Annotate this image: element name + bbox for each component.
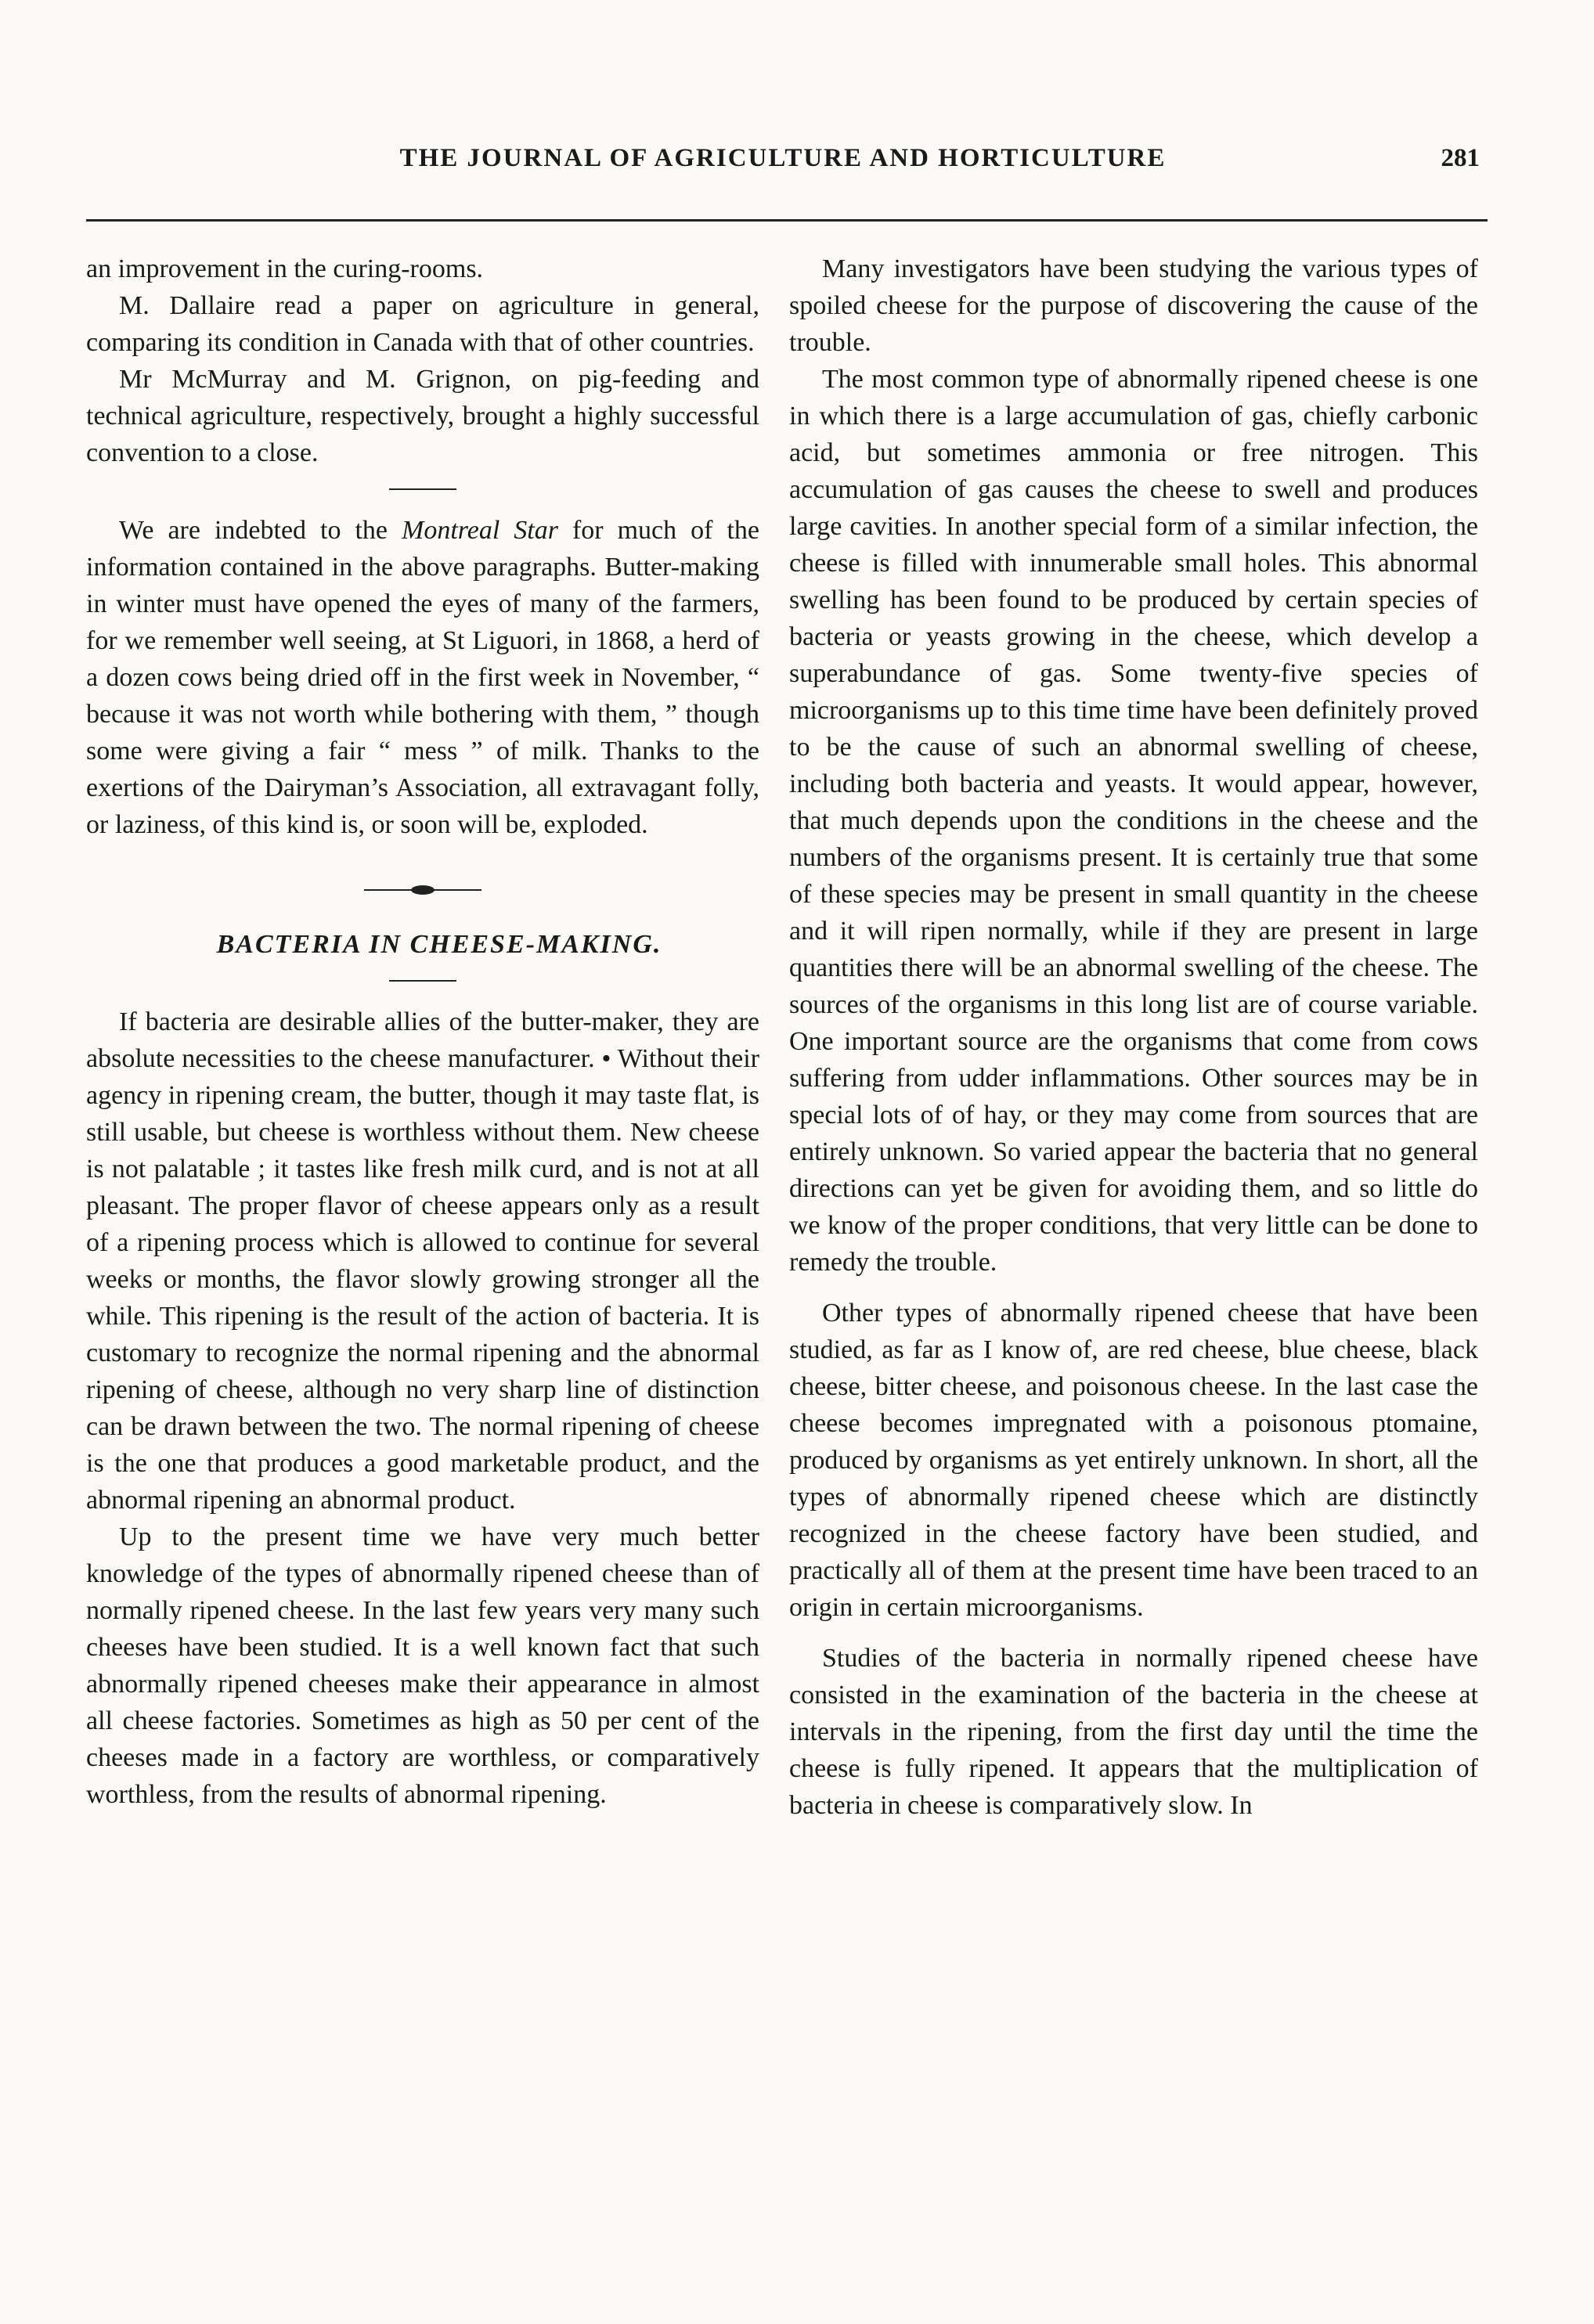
ornament-diamond — [411, 885, 435, 895]
paragraph: M. Dallaire read a paper on agriculture in general, comparing its condition in Canada with that of other countries. — [86, 291, 759, 357]
page-number: 281 — [1441, 144, 1480, 172]
paragraph — [86, 512, 759, 843]
header-rule — [86, 219, 1488, 222]
paragraph: Studies of the bacteria in normally ripened cheese have consisted in the examination of the bacteria in the cheese at intervals in the ripening, from the first day until the time the cheese is fully ripened. It appears that the multiplication of bacteria in cheese is comparatively slow. In — [789, 1644, 1478, 1820]
paragraph: an improvement in the curing-rooms. — [86, 254, 484, 283]
left-column — [86, 250, 759, 1813]
paragraph: If bacteria are desirable allies of the butter-maker, they are absolute necessities to the cheese manufacturer. • Without their agency in ripening cream, the butter, though it may taste flat, is still usable, but cheese is worthless without them. New cheese is not palatable ; it tastes like fresh milk curd, and is not at all pleasant. The proper flavor of cheese appears only as a result of a ripening process which is allowed to continue for several weeks or months, the flavor slowly growing stronger all the while. This ripening is the result of the action of bacteria. It is customary to recognize the normal ripening and the abnormal ripening of cheese, although no very sharp line of distinction can be drawn between the two. The normal ripening of cheese is the one that produces a good marketable product, and the abnormal ripening an abnormal product. — [86, 1007, 759, 1515]
paragraph: Other types of abnormally ripened cheese that have been studied, as far as I know of, are red cheese, blue cheese, black cheese, bitter cheese, and poisonous cheese. In the last case the cheese becomes impregnated with a poisonous ptomaine, produced by organisms as yet entirely unknown. In short, all the types of abnormally ripened cheese which are distinctly recognized in the cheese factory have been studied, and practically all of them at the present time have been traced to an origin in certain microorganisms. — [789, 1299, 1478, 1622]
paragraph: The most common type of abnormally ripened cheese is one in which there is a large accumulation of gas, chiefly carbonic acid, but sometimes ammonia or free nitrogen. This accumulation of gas causes the cheese to swell and produces large cavities. In another special form of a similar infection, the cheese is filled with innumerable small holes. This abnormal swelling has been found to be produced by certain species of bacteria or yeasts growing in the cheese, which develop a superabundance of gas. Some twenty-five species of microorganisms up to this time time have been definitely proved to be the cause of such an abnormal swelling of cheese, including both bacteria and yeasts. It would appear, however, that much depends upon the conditions in the cheese and the numbers of the organisms present. It is certainly true that some of these species may be present in small quantity in the cheese and it will ripen normally, while if they are present in large quantities there will be an abnormal swelling of the cheese. The sources of the organisms in this long list are of course variable. One important source are the organisms that come from cows suffering from udder inflammations. Other sources may be in special lots of of hay, or they may come from sources that are entirely unknown. So varied appear the bacteria that no general directions can yet be given for avoiding them, and so little do we know of the proper conditions, that very little can be done to remedy the trouble. — [789, 365, 1478, 1277]
right-column — [789, 250, 1478, 1824]
journal-title: THE JOURNAL OF AGRICULTURE AND HORTICULTURE — [399, 144, 1167, 172]
spacer — [789, 1281, 1478, 1295]
section-divider — [389, 488, 456, 490]
paragraph: Many investigators have been studying the various types of spoiled cheese for the purpose of discovering the cause of the trouble. — [789, 254, 1478, 357]
heading-rule — [389, 980, 456, 982]
section-heading: BACTERIA IN CHEESE-MAKING. — [216, 930, 662, 959]
running-head — [86, 144, 1480, 191]
ornament-divider — [364, 885, 481, 895]
italic-title: Montreal Star — [402, 516, 558, 545]
paragraph: Mr McMurray and M. Grignon, on pig-feeding and technical agriculture, respectively, brought a highly successful convention to a close. — [86, 365, 759, 467]
spacer — [789, 1626, 1478, 1640]
text-run: We are indebted to the — [119, 516, 402, 545]
text-run: for much of the information contained in the above paragraphs. Butter-making in winter must have opened the eyes of many of the farmers, for we remember well seeing, at St Liguori, in 1868, a herd of a dozen cows being dried off in the first week in November, “ because it was not worth while bothering with them, ” though some were giving a fair “ mess ” of milk. Thanks to the exertions of the Dairyman’s Association, all extravagant folly, or laziness, of this kind is, or soon will be, exploded. — [86, 516, 759, 839]
paragraph: Up to the present time we have very much better knowledge of the types of abnormally ripened cheese than of normally ripened cheese. In the last few years very many such cheeses have been studied. It is a well known fact that such abnormally ripened cheeses make their appearance in almost all cheese factories. Sometimes as high as 50 per cent of the cheeses made in a factory are worthless, or comparatively worthless, from the results of abnormal ripening. — [86, 1522, 759, 1809]
